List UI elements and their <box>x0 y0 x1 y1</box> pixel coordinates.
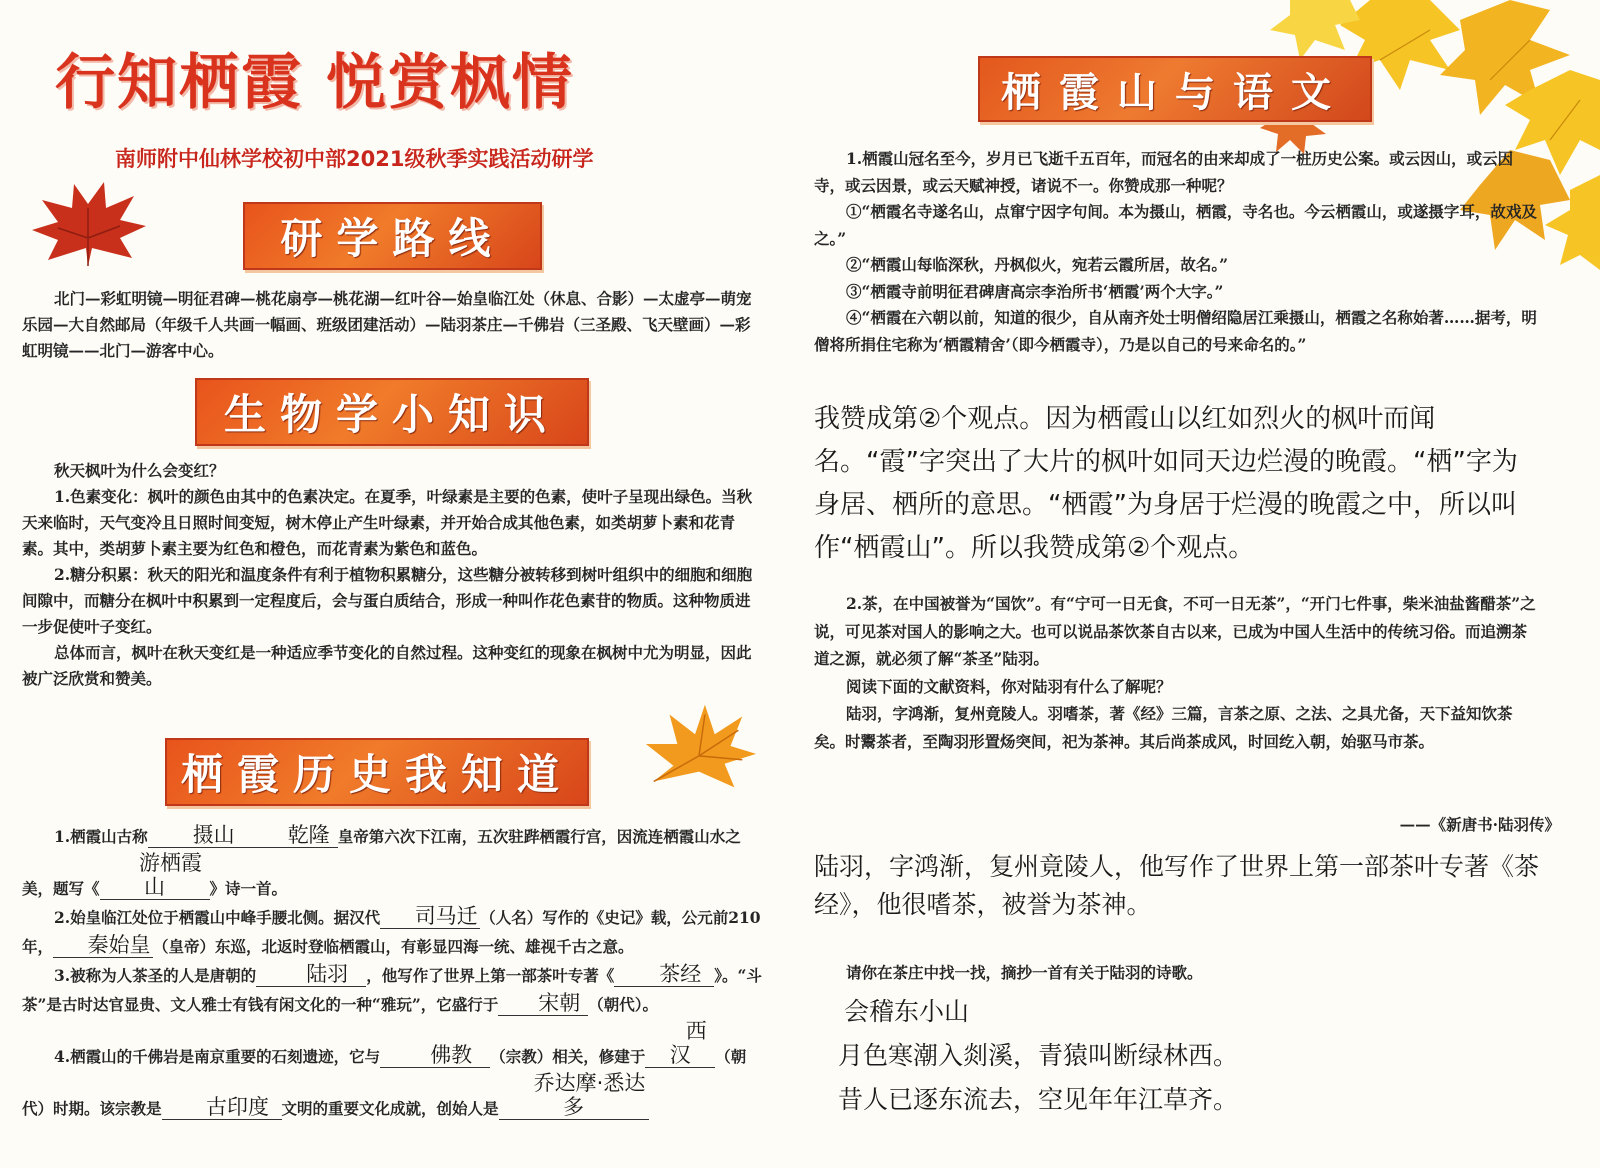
maple-leaf-red-icon <box>28 178 148 273</box>
route-heading: 研学路线 <box>280 214 505 263</box>
bio-heading: 生物学小知识 <box>223 390 560 439</box>
poem-handwritten <box>838 990 1538 1122</box>
poem-line-2: 昔人已逐东流去，空见年年江草齐。 <box>838 1085 1239 1114</box>
q2-paragraph-2: 阅读下面的文献资料，你对陆羽有什么了解呢？ <box>846 676 1172 696</box>
q1-option-2: ②“栖霞山每临深秋，丹枫似火，宛若云霞所居，故名。” <box>846 255 1229 274</box>
bio-paragraph-3: 总体而言，枫叶在秋天变红是一种适应季节变化的自然过程。这种变红的现象在枫树中尤为明显，因此被广泛欣赏和赞美。 <box>22 643 752 688</box>
history-banner <box>165 738 589 806</box>
chinese-q1 <box>814 146 1539 358</box>
answer-q3-person: 陆羽 <box>256 962 366 987</box>
bio-banner <box>195 378 589 446</box>
answer-q2-emperor: 秦始皇 <box>53 933 153 958</box>
bio-paragraph-1: 1.色素变化：枫叶的颜色由其中的色素决定。在夏季，叶绿素是主要的色素，使叶子呈现出绿色。当秋天来临时，天气变冷且日照时间变短，树木停止产生叶绿素，并开始合成其他色素，如类胡萝卜素和花青素。其中，类胡萝卜素主要为红色和橙色，而花青素为紫色和蓝色。 <box>22 487 753 558</box>
chinese-heading: 栖霞山与语文 <box>1001 68 1349 116</box>
history-q4: 4.栖霞山的千佛岩是南京重要的石刻遗迹，它与 佛教 （宗教）相关，修建于西汉 （朝代）时期。该宗教是 古印度 文明的重要文化成就，创始人是乔达摩·悉达多 <box>22 1019 747 1119</box>
q2-source: ——《新唐书·陆羽传》 <box>1399 815 1560 834</box>
history-q3: 3.被称为人茶圣的人是唐朝的 陆羽 ，他写作了世界上第一部茶叶专著《 茶经 》。“斗茶”是古时达官显贵、文人雅士有钱有闲文化的一种“雅玩”，它盛行于 宋朝 （朝代）。 <box>22 962 762 1015</box>
right-page <box>800 0 1600 1168</box>
subtitle: 南师附中仙林学校初中部2021级秋季实践活动研学 <box>115 147 594 171</box>
answer-q4-dynasty: 西汉 <box>645 1019 715 1068</box>
q2-handwritten-answer: 陆羽，字鸿渐，复州竟陵人，他写作了世界上第一部茶叶专著《茶经》，他很嗜茶，被誉为茶神。 <box>814 852 1540 919</box>
answer-q1-poem: 游栖霞山 <box>100 851 210 900</box>
main-title: 行知栖霞 悦赏枫情 <box>55 48 574 118</box>
maple-leaf-orange-icon <box>640 700 758 795</box>
history-heading: 栖霞历史我知道 <box>180 750 573 799</box>
answer-q4-founder: 乔达摩·悉达多 <box>499 1071 649 1120</box>
poem-title: 会稽东小山 <box>844 997 970 1026</box>
answer-q3-book: 茶经 <box>614 962 714 987</box>
answer-q2-person: 司马迁 <box>380 904 480 929</box>
route-text: 北门—彩虹明镜—明征君碑—桃花扇亭—桃花湖—红叶谷—始皇临江处（休息、合影）—太虚亭—萌宠乐园—大自然邮局（年级千人共画一幅画、班级团建活动）—陆羽茶庄—千佛岩（三圣殿、飞天壁画）—彩虹明镜——北门—游客中心。 <box>22 289 752 360</box>
q1-intro: 1.栖霞山冠名至今，岁月已飞逝千五百年，而冠名的由来却成了一桩历史公案。或云因山，或云因寺，或云因景，或云天赋神授，诸说不一。你赞成那一种呢？ <box>814 149 1514 195</box>
answer-q1-emperor: 乾隆 <box>248 823 338 848</box>
bio-question: 秋天枫叶为什么会变红？ <box>54 461 225 480</box>
answer-q4-civilization: 古印度 <box>162 1095 282 1120</box>
poem-line-1: 月色寒潮入剡溪，青猿叫断绿林西。 <box>838 1041 1239 1070</box>
chinese-banner <box>978 56 1372 122</box>
answer-q3-dynasty: 宋朝 <box>498 991 588 1016</box>
history-q2: 2.始皇临江处位于栖霞山中峰手腰北侧。据汉代 司马迁 （人名）写作的《史记》载，公元前210年， 秦始皇 （皇帝）东巡，北返时登临栖霞山，有彰显四海一统、雄视千古之意。 <box>22 904 761 957</box>
answer-q4-religion: 佛教 <box>380 1043 490 1068</box>
route-banner <box>243 202 542 270</box>
q3-prompt: 请你在茶庄中找一找，摘抄一首有关于陆羽的诗歌。 <box>846 963 1203 982</box>
q2-paragraph-1: 2.茶，在中国被誉为“国饮”。有“宁可一日无食，不可一日无茶”，“开门七件事，柴米油盐酱醋茶”之说，可见茶对国人的影响之大。也可以说品茶饮茶自古以来，已成为中国人生活中的传统习俗。而追溯茶道之源，就必须了解“茶圣”陆羽。 <box>814 594 1536 668</box>
q1-option-4: ④“栖霞在六朝以前，知道的很少，自从南齐处士明僧绍隐居江乘摄山，栖霞之名称始著……据考，明僧将所捐住宅称为‘栖霞精舍’（即今栖霞寺），乃是以自己的号来命名的。” <box>814 308 1537 354</box>
q1-option-3: ③“栖霞寺前明征君碑唐高宗李治所书‘栖霞’两个大字。” <box>846 281 1224 301</box>
q2-paragraph-3: 陆羽，字鸿渐，复州竟陵人。羽嗜茶，著《经》三篇，言茶之原、之法、之具尤备，天下益知饮茶矣。时鬻茶者，至陶羽形置炀突间，祀为茶神。其后尚茶成风，时回纥入朝，始驱马市茶。 <box>814 704 1513 751</box>
history-q1: 1.栖霞山古称 摄山 乾隆 皇帝第六次下江南，五次驻跸栖霞行宫，因流连栖霞山水之美，题写《游栖霞山 》诗一首。 <box>22 823 741 899</box>
bio-paragraph-2: 2.糖分积累：秋天的阳光和温度条件有利于植物积累糖分，这些糖分被转移到树叶组织中的细胞和细胞间隙中，而糖分在枫叶中积累到一定程度后，会与蛋白质结合，形成一种叫作花色素苷的物质。这种物质进一步促使叶子变红。 <box>22 565 753 636</box>
bio-text <box>22 458 762 692</box>
q1-option-1: ①“栖霞名寺遂名山，点窜宁因字句间。本为摄山，栖霞，寺名也。今云栖霞山，或遂摄字耳，故戏及之。” <box>814 202 1537 248</box>
answer-q1-ancient-name: 摄山 <box>148 823 248 848</box>
q1-handwritten-answer: 我赞成第②个观点。因为栖霞山以红如烈火的枫叶而闻名。“霞”字突出了大片的枫叶如同天边烂漫的晚霞。“栖”字为身居、栖所的意思。“栖霞”为身居于烂漫的晚霞之中，所以叫作“栖霞山”。所以我赞成第②个观点。 <box>814 404 1518 563</box>
history-questions <box>22 822 762 1123</box>
chinese-q2 <box>814 590 1539 755</box>
